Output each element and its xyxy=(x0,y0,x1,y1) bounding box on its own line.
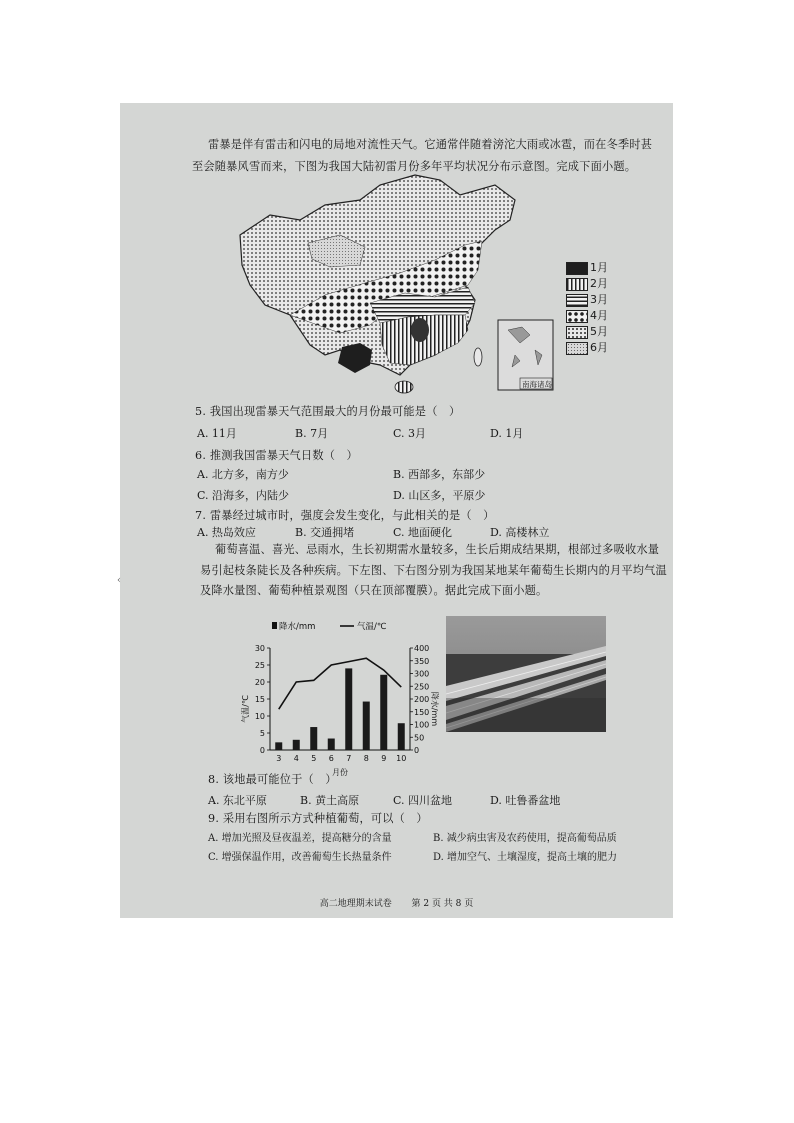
passage-2-line-2: 易引起枝条陡长及各种疾病。下左图、下右图分别为我国某地某年葡萄生长期内的月平均气温 xyxy=(200,564,667,577)
question-9-option-c: C. 增强保温作用，改善葡萄生长热量条件 xyxy=(208,852,392,863)
legend-item-may xyxy=(566,323,608,337)
x-tick-label: 9 xyxy=(381,754,387,763)
legend-label-may: 5月 xyxy=(590,325,608,338)
legend-swatch-jun xyxy=(566,342,588,355)
map-region-january-center xyxy=(411,318,429,342)
passage-2-line-1: 葡萄喜温、喜光、忌雨水，生长初期需水量较多，生长后期成结果期，根部过多吸收水量 xyxy=(215,543,660,556)
right-tick-label: 250 xyxy=(414,682,430,692)
intro-line-2: 至会随暴风雪而来，下图为我国大陆初雷月份多年平均状况分布示意图。完成下面小题。 xyxy=(192,160,637,173)
left-tick-label: 0 xyxy=(259,746,265,755)
right-tick-label: 200 xyxy=(414,695,430,704)
legend-swatch-jan xyxy=(566,262,588,275)
precipitation-bar xyxy=(310,727,317,750)
right-tick-label: 300 xyxy=(414,669,430,679)
vineyard-photo xyxy=(446,616,606,732)
legend-label-mar: 3月 xyxy=(590,293,608,306)
left-tick-label: 5 xyxy=(259,729,265,738)
legend-label-precipitation: 降水/mm xyxy=(279,622,316,632)
legend-swatch-apr xyxy=(566,310,588,323)
left-tick-label: 15 xyxy=(254,695,265,704)
x-tick-label: 4 xyxy=(293,754,299,763)
legend-swatch-may xyxy=(566,326,588,339)
x-tick-label: 8 xyxy=(363,754,369,763)
footer-title: 高二地理期末试卷 xyxy=(319,899,392,909)
question-7-option-b: B. 交通拥堵 xyxy=(295,526,355,539)
question-7-option-c: C. 地面硬化 xyxy=(393,526,453,539)
right-tick-label: 400 xyxy=(414,644,430,653)
intro-line-1: 雷暴是伴有雷击和闪电的局地对流性天气。它通常伴随着滂沱大雨或冰雹，而在冬季时甚 xyxy=(208,138,653,151)
legend-item-jan xyxy=(566,259,608,273)
x-tick-label: 7 xyxy=(346,754,352,763)
legend-item-apr xyxy=(566,307,608,321)
legend-item-mar xyxy=(566,291,608,305)
precipitation-bar xyxy=(345,668,352,750)
precipitation-bar xyxy=(293,740,300,750)
legend-item-feb xyxy=(566,275,608,289)
right-tick-label: 150 xyxy=(414,707,430,717)
question-5-option-a: A. 11月 xyxy=(197,427,237,440)
legend-label-feb: 2月 xyxy=(590,277,608,290)
map-region-january xyxy=(338,343,372,373)
thunderstorm-map xyxy=(230,175,570,400)
left-tick-label: 10 xyxy=(254,712,265,721)
right-tick-label: 0 xyxy=(414,746,420,755)
edge-mark: ‹ xyxy=(117,575,121,586)
question-6-option-c: C. 沿海多，内陆少 xyxy=(197,489,290,502)
left-tick-label: 25 xyxy=(254,661,265,670)
right-tick-label: 50 xyxy=(414,733,425,743)
question-5-option-d: D. 1月 xyxy=(490,427,524,440)
x-tick-label: 3 xyxy=(276,754,282,763)
exam-page xyxy=(120,103,673,918)
right-tick-label: 350 xyxy=(414,656,430,666)
question-6-option-d: D. 山区多，平原少 xyxy=(393,489,486,502)
question-6-stem: 6. 推测我国雷暴天气日数（ ） xyxy=(195,449,358,462)
question-5-stem: 5. 我国出现雷暴天气范围最大的月份最可能是（ ） xyxy=(195,405,461,418)
legend-label-jan: 1月 xyxy=(590,261,608,274)
question-9-option-a: A. 增加光照及昼夜温差，提高糖分的含量 xyxy=(208,833,392,844)
x-tick-label: 6 xyxy=(328,754,334,763)
map-hainan xyxy=(395,381,413,393)
legend-label-apr: 4月 xyxy=(590,309,608,322)
question-8-option-d: D. 吐鲁番盆地 xyxy=(490,794,561,807)
question-6-option-b: B. 西部多，东部少 xyxy=(393,468,486,481)
question-6-option-a: A. 北方多，南方少 xyxy=(197,468,289,481)
legend-label-jun: 6月 xyxy=(590,341,608,354)
legend-label-temperature: 气温/℃ xyxy=(357,622,387,632)
x-tick-label: 10 xyxy=(396,754,407,763)
precipitation-bar xyxy=(275,742,282,750)
precipitation-bar xyxy=(328,739,335,750)
footer-page-number: 第 2 页 共 8 页 xyxy=(411,899,474,909)
passage-2-line-3: 及降水量图、葡萄种植景观图（只在顶部覆膜）。据此完成下面小题。 xyxy=(200,584,548,597)
question-8-option-b: B. 黄土高原 xyxy=(300,794,360,807)
right-tick-label: 100 xyxy=(414,720,430,730)
legend-item-jun xyxy=(566,339,608,353)
question-8-option-c: C. 四川盆地 xyxy=(393,794,453,807)
question-7-option-a: A. 热岛效应 xyxy=(197,526,256,539)
question-9-stem: 9. 采用右图所示方式种植葡萄，可以（ ） xyxy=(208,812,428,825)
x-axis-label: 月份 xyxy=(332,768,348,777)
map-taiwan xyxy=(474,348,482,366)
left-tick-label: 20 xyxy=(254,678,265,687)
question-7-stem: 7. 雷暴经过城市时，强度会发生变化，与此相关的是（ ） xyxy=(195,509,495,522)
vineyard-photo-image xyxy=(446,616,606,732)
left-tick-label: 30 xyxy=(254,644,265,653)
question-5-option-c: C. 3月 xyxy=(393,427,427,440)
legend-swatch-feb xyxy=(566,278,588,291)
question-7-option-d: D. 高楼林立 xyxy=(490,526,550,539)
question-9-option-b: B. 减少病虫害及农药使用，提高葡萄品质 xyxy=(433,833,617,844)
question-8-option-a: A. 东北平原 xyxy=(208,794,267,807)
right-axis-title: 降水/mm xyxy=(430,691,439,727)
question-8-stem: 8. 该地最可能位于（ ） xyxy=(208,773,337,786)
precipitation-bar xyxy=(380,675,387,750)
legend-bar-swatch xyxy=(272,622,277,629)
page-footer xyxy=(120,896,673,909)
left-axis-title: 气温/℃ xyxy=(241,695,250,723)
question-5-option-b: B. 7月 xyxy=(295,427,329,440)
map-inset-label: 南海诸岛 xyxy=(522,380,552,389)
x-tick-label: 5 xyxy=(311,754,317,763)
climate-chart xyxy=(230,618,440,777)
precipitation-bar xyxy=(398,723,405,750)
question-9-option-d: D. 增加空气、土壤湿度，提高土壤的肥力 xyxy=(433,852,618,863)
precipitation-bar xyxy=(363,702,370,750)
legend-swatch-mar xyxy=(566,294,588,307)
